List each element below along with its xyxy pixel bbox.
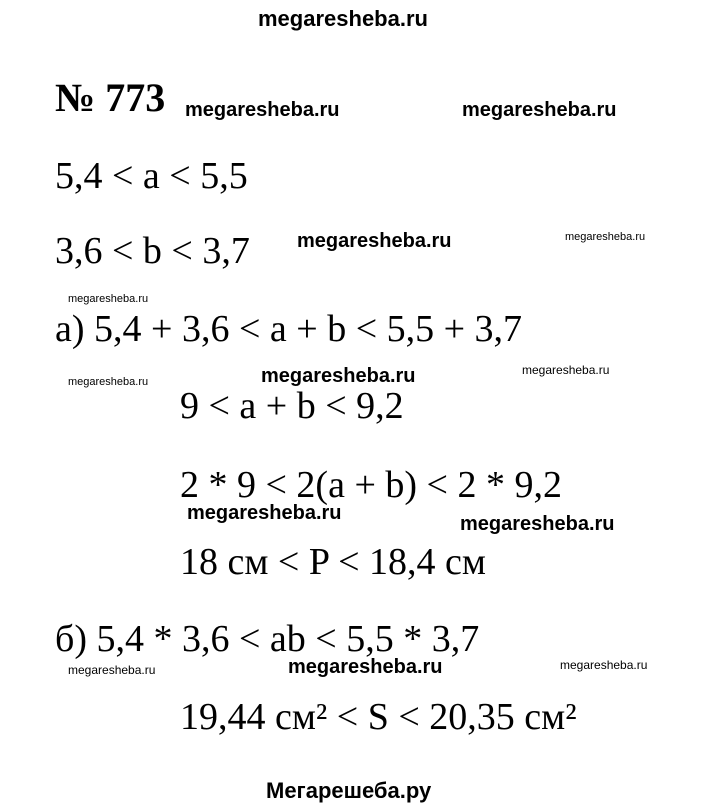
watermark: megaresheba.ru — [68, 293, 149, 305]
given-a — [55, 157, 248, 195]
watermark: megaresheba.ru — [261, 365, 416, 387]
watermark: megaresheba.ru — [68, 663, 156, 677]
watermark: megaresheba.ru — [185, 99, 340, 121]
part-a-line2: 9 < a + b < 9,2 — [180, 385, 404, 427]
watermark: megaresheba.ru — [462, 99, 617, 121]
given-a-text: 5,4 < a < 5,5 — [55, 155, 248, 197]
watermark: megaresheba.ru — [297, 230, 452, 252]
watermark: megaresheba.ru — [460, 513, 615, 535]
part-b-line2: 19,44 см² < S < 20,35 см² — [180, 696, 577, 738]
part-a-line1 — [55, 310, 522, 348]
given-b: 3,6 < b < 3,7 — [55, 230, 250, 272]
part-a-line3: 2 * 9 < 2(a + b) < 2 * 9,2 — [180, 464, 562, 506]
watermark: megaresheba.ru — [187, 502, 342, 524]
part-b-line1 — [55, 620, 479, 658]
watermark: megaresheba.ru — [560, 658, 648, 672]
part-b-line1-text: 5,4 * 3,6 < ab < 5,5 * 3,7 — [96, 618, 480, 660]
watermark: megaresheba.ru — [68, 376, 149, 388]
watermark-top: megaresheba.ru — [258, 6, 428, 31]
part-a-label: а) — [55, 308, 85, 350]
watermark: megaresheba.ru — [522, 363, 610, 377]
watermark: megaresheba.ru — [565, 231, 646, 243]
part-b-label: б) — [55, 618, 87, 660]
problem-number: № 773 — [55, 75, 166, 120]
part-a-line4: 18 см < P < 18,4 см — [180, 541, 486, 583]
watermark: megaresheba.ru — [288, 656, 443, 678]
part-a-line1-text: 5,4 + 3,6 < a + b < 5,5 + 3,7 — [94, 308, 523, 350]
watermark-bottom: Мегарешеба.ру — [266, 778, 432, 803]
